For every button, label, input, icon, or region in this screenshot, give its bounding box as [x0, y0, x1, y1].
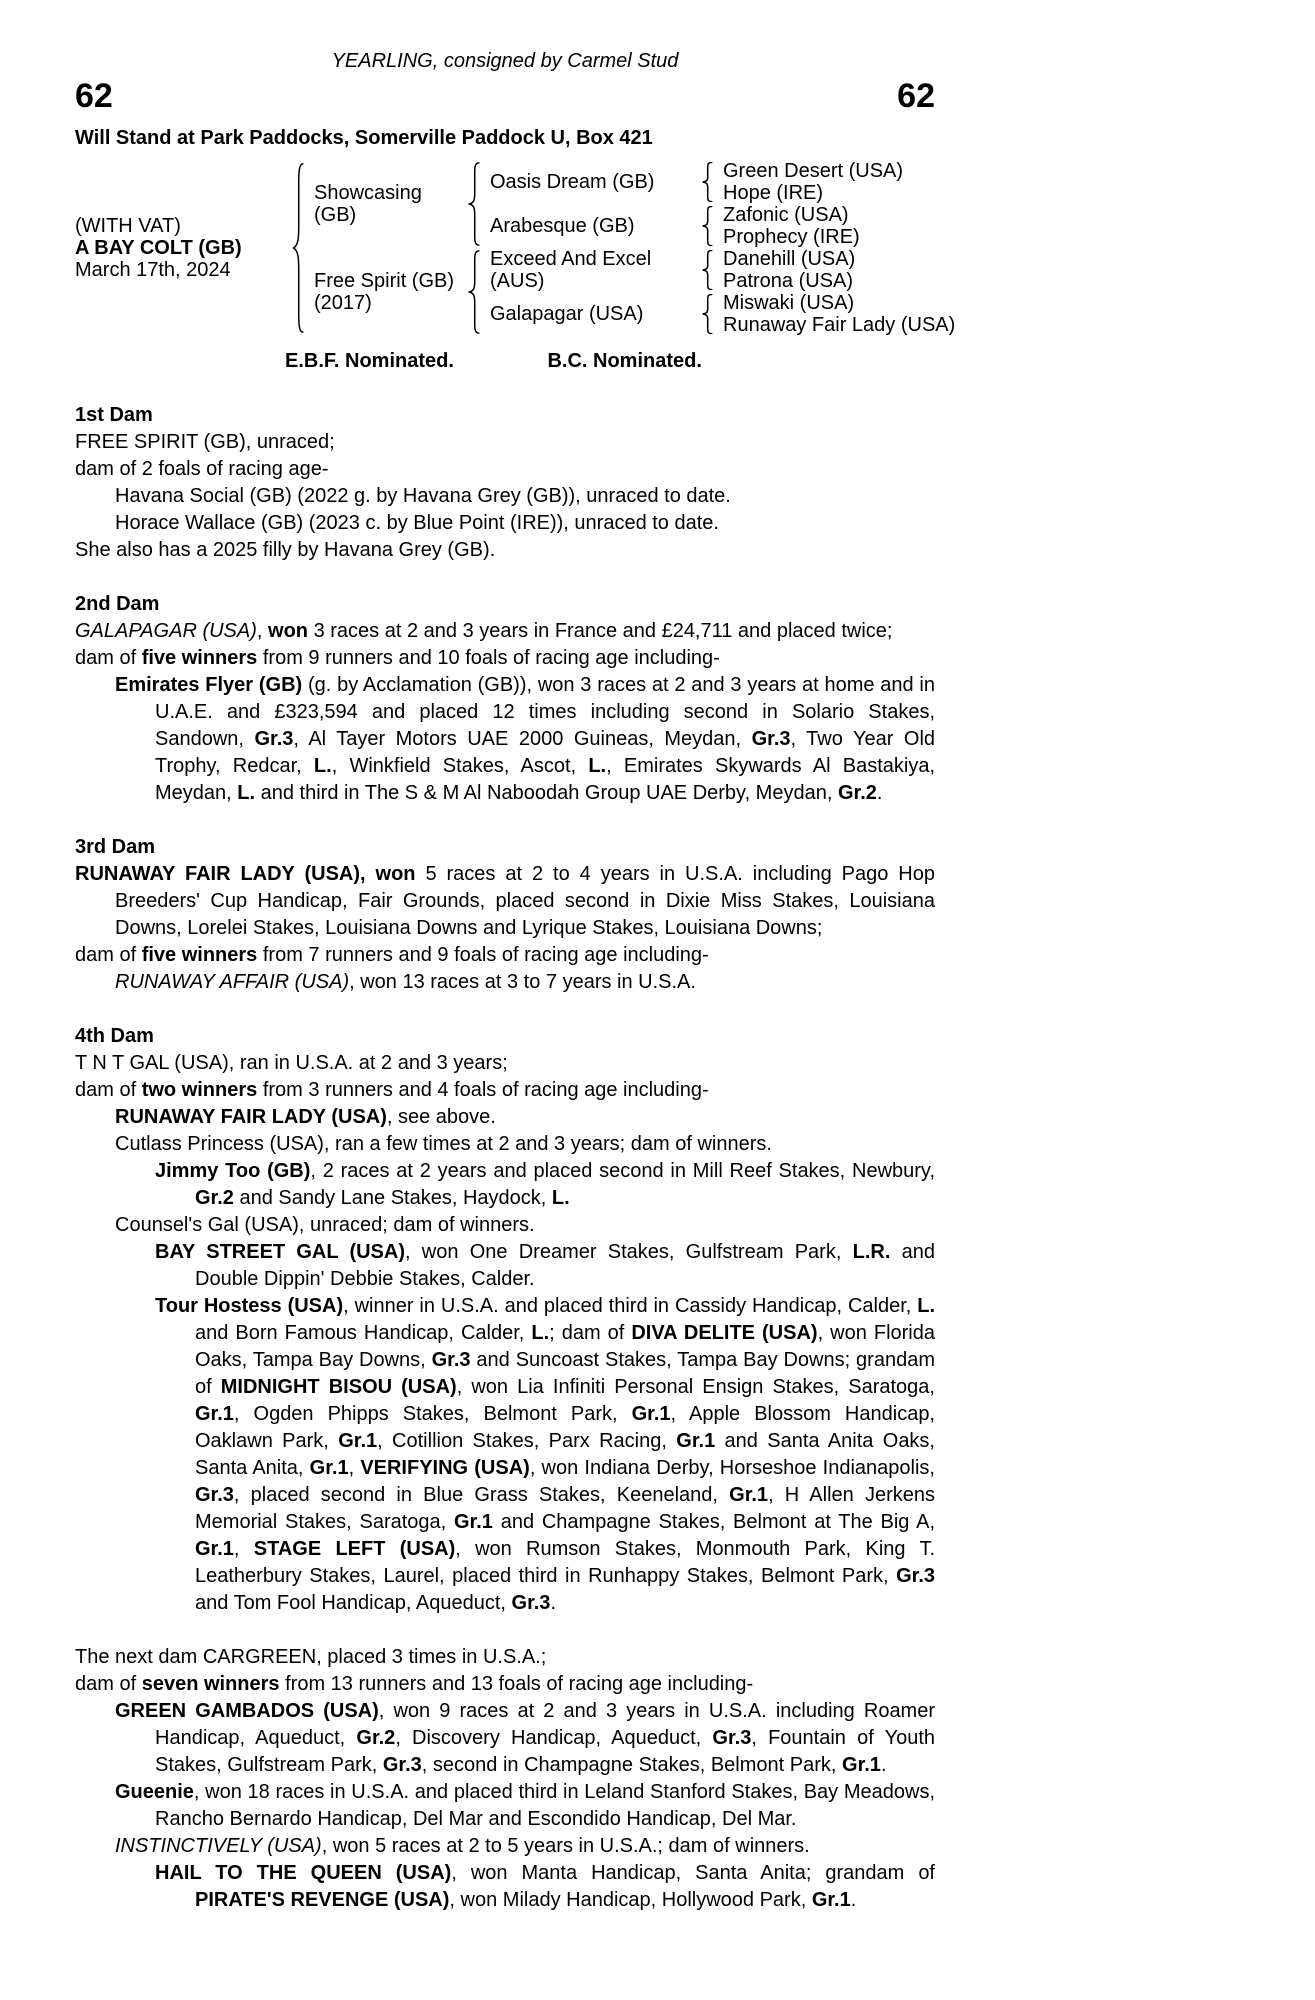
ebf-nominated: E.B.F. Nominated. — [285, 350, 454, 372]
body-text: . — [550, 1592, 556, 1614]
emphasis-text: Gr.1 — [309, 1457, 349, 1479]
granddam-paternal: Arabesque (GB) — [490, 215, 635, 237]
paragraph — [75, 1779, 935, 1833]
emphasis-text: MIDNIGHT BISOU (USA) — [220, 1376, 457, 1398]
paragraph — [75, 1077, 935, 1104]
dam-history-sections — [75, 402, 935, 1914]
body-text: , Two Year Old Trophy, Redcar, — [155, 728, 936, 777]
emphasis-text: RUNAWAY FAIR LADY (USA) — [115, 1106, 387, 1128]
emphasis-text: Gr.1 — [631, 1403, 671, 1425]
emphasis-text: five winners — [141, 944, 258, 966]
emphasis-text: L. — [917, 1295, 936, 1317]
body-text: from 9 runners and 10 foals of racing age including- — [257, 647, 720, 669]
body-text: , won 13 races at 3 to 7 years in U.S.A. — [349, 971, 696, 993]
emphasis-text: L.R. — [852, 1241, 891, 1263]
body-text: , see above. — [386, 1106, 496, 1128]
paragraph — [75, 429, 935, 456]
emphasis-text: Gueenie — [115, 1781, 194, 1803]
body-text: T N T GAL (USA), ran in U.S.A. at 2 and 3 years; — [75, 1052, 508, 1074]
body-text: (g. by Acclamation (GB)), won 3 races at 2 and 3 years at home and in U.A.E. and £323,594 and placed 12 times including second in Solario Stakes, Sandown, — [155, 674, 935, 750]
body-text: and Double Dippin' Debbie Stakes, Calder. — [195, 1241, 936, 1290]
paragraph — [75, 672, 935, 807]
great-grandparent-5: Danehill (USA) — [723, 248, 856, 270]
paragraph — [75, 510, 935, 537]
body-text: , won Florida Oaks, Tampa Bay Downs, — [195, 1322, 935, 1371]
paragraph — [75, 1833, 935, 1860]
dam-year: (2017) — [314, 292, 372, 314]
italic-text: RUNAWAY AFFAIR (USA) — [115, 971, 350, 993]
body-text: , — [233, 1538, 254, 1560]
emphasis-text: RUNAWAY FAIR LADY (USA), won — [75, 863, 416, 885]
sire-name: Showcasing — [314, 182, 422, 204]
emphasis-text: seven winners — [141, 1673, 280, 1695]
emphasis-text: Gr.3 — [751, 728, 791, 750]
section-heading: 4th Dam — [75, 1025, 154, 1047]
body-text: , Emirates Skywards Al Bastakiya, Meydan, — [155, 755, 936, 804]
body-text: , won Milady Handicap, Hollywood Park, — [449, 1889, 812, 1911]
body-text: Cutlass Princess (USA), ran a few times at 2 and 3 years; dam of winners. — [115, 1133, 772, 1155]
emphasis-text: Gr.3 — [511, 1592, 551, 1614]
body-text: , won One Dreamer Stakes, Gulfstream Park, — [405, 1241, 853, 1263]
body-text: , — [256, 620, 269, 642]
body-text: ; dam of — [549, 1322, 632, 1344]
dam-cell — [311, 248, 461, 336]
stand-location: Will Stand at Park Paddocks, Somerville Paddock U, Box 421 — [75, 127, 653, 149]
emphasis-text: Gr.1 — [195, 1403, 234, 1425]
brace-gp4-icon — [695, 292, 719, 336]
body-text: , Al Tayer Motors UAE 2000 Guineas, Meydan, — [293, 728, 752, 750]
grandsire-maternal — [487, 248, 695, 292]
body-text: , winner in U.S.A. and placed third in Cassidy Handicap, Calder, — [343, 1295, 918, 1317]
body-text: , second in Champagne Stakes, Belmont Park, — [421, 1754, 843, 1776]
emphasis-text: Gr.1 — [195, 1538, 234, 1560]
body-text: 5 races at 2 to 4 years in U.S.A. including Pago Hop Breeders' Cup Handicap, Fair Grounds, placed second in Dixie Miss Stakes, Louisiana Downs, Lorelei Stakes, Louisiana Downs and Lyrique Stakes, Louisiana Downs; — [115, 863, 935, 939]
paragraph — [75, 483, 935, 510]
lot-number-left: 62 — [75, 77, 113, 115]
section-heading: 1st Dam — [75, 404, 153, 426]
sire-cell — [311, 160, 461, 248]
brace-gp2-icon — [695, 204, 719, 248]
emphasis-text: five winners — [141, 647, 258, 669]
paragraph — [75, 1860, 935, 1914]
emphasis-text: two winners — [141, 1079, 258, 1101]
emphasis-text: L. — [588, 755, 607, 777]
section-third-dam — [75, 834, 935, 996]
dam-name: Free Spirit (GB) — [314, 270, 455, 292]
brace-dam-icon — [461, 248, 487, 336]
body-text: dam of 2 foals of racing age- — [75, 458, 329, 480]
great-grandparent-8: Runaway Fair Lady (USA) — [723, 314, 956, 336]
pedigree-table — [75, 160, 956, 336]
emphasis-text: Gr.2 — [195, 1187, 234, 1209]
paragraph — [75, 1644, 935, 1671]
body-text: , won Rumson Stakes, Monmouth Park, King T. Leatherbury Stakes, Laurel, placed third in Runhappy Stakes, Belmont Park, — [195, 1538, 935, 1587]
emphasis-text: L. — [531, 1322, 550, 1344]
body-text: and Suncoast Stakes, Tampa Bay Downs; grandam of — [195, 1349, 935, 1398]
emphasis-text: BAY STREET GAL (USA) — [155, 1241, 406, 1263]
emphasis-text: Gr.1 — [729, 1484, 769, 1506]
nominations-line — [75, 348, 935, 375]
body-text: and third in The S & M Al Naboodah Group UAE Derby, Meydan, — [255, 782, 838, 804]
emphasis-text: Gr.2 — [356, 1727, 396, 1749]
great-grandparent-3: Zafonic (USA) — [723, 204, 849, 226]
granddam-maternal: Galapagar (USA) — [490, 303, 644, 325]
emphasis-text: Tour Hostess (USA) — [155, 1295, 344, 1317]
body-text: from 3 runners and 4 foals of racing age including- — [257, 1079, 709, 1101]
emphasis-text: Gr.1 — [676, 1430, 716, 1452]
great-grandparent-1: Green Desert (USA) — [723, 160, 904, 182]
great-grandparent-6: Patrona (USA) — [723, 270, 854, 292]
body-text: , won Lia Infiniti Personal Ensign Stakes, Saratoga, — [456, 1376, 935, 1398]
paragraph — [75, 1131, 935, 1158]
paragraph — [75, 969, 935, 996]
emphasis-text: VERIFYING (USA) — [360, 1457, 530, 1479]
colt-name: A BAY COLT (GB) — [75, 237, 242, 259]
body-text: , Ogden Phipps Stakes, Belmont Park, — [233, 1403, 632, 1425]
section-heading: 3rd Dam — [75, 836, 156, 858]
body-text: , Discovery Handicap, Aqueduct, — [395, 1727, 713, 1749]
paragraph — [75, 645, 935, 672]
paragraph — [75, 1671, 935, 1698]
brace-gp1-icon — [695, 160, 719, 204]
body-text: . — [850, 1889, 857, 1911]
body-text: , placed second in Blue Grass Stakes, Keeneland, — [233, 1484, 730, 1506]
lot-number-right: 62 — [897, 77, 935, 115]
great-grandparent-2: Hope (IRE) — [723, 182, 824, 204]
consignor-line: YEARLING, consigned by Carmel Stud — [331, 50, 679, 72]
colt-info — [75, 160, 285, 336]
body-text: dam of — [75, 1673, 142, 1695]
body-text: . — [876, 782, 883, 804]
body-text: FREE SPIRIT (GB), unraced; — [75, 431, 335, 453]
italic-text: INSTINCTIVELY (USA) — [115, 1835, 322, 1857]
body-text: , won 9 races at 2 and 3 years in U.S.A. including Roamer Handicap, Aqueduct, — [155, 1700, 936, 1749]
paragraph — [75, 537, 935, 564]
grandsire-maternal-name: Exceed And Excel — [490, 248, 652, 270]
paragraph — [75, 861, 935, 942]
emphasis-text: Gr.3 — [195, 1484, 234, 1506]
body-text: , Cotillion Stakes, Parx Racing, — [377, 1430, 677, 1452]
grandsire-maternal-suffix: (AUS) — [490, 270, 545, 292]
section-first-dam — [75, 402, 935, 564]
italic-text: GALAPAGAR (USA) — [75, 620, 257, 642]
emphasis-text: Gr.3 — [254, 728, 294, 750]
brace-main-icon — [285, 160, 311, 336]
emphasis-text: L. — [551, 1187, 570, 1209]
vat-note: (WITH VAT) — [75, 215, 181, 237]
body-text: dam of — [75, 647, 142, 669]
emphasis-text: Jimmy Too (GB) — [155, 1160, 311, 1182]
body-text: from 7 runners and 9 foals of racing age including- — [257, 944, 709, 966]
body-text: , Fountain of Youth Stakes, Gulfstream Park, — [155, 1727, 935, 1776]
emphasis-text: STAGE LEFT (USA) — [253, 1538, 456, 1560]
body-text: , Winkfield Stakes, Ascot, — [331, 755, 589, 777]
brace-sire-icon — [461, 160, 487, 248]
emphasis-text: Gr.3 — [431, 1349, 471, 1371]
body-text: She also has a 2025 filly by Havana Grey (GB). — [75, 539, 496, 561]
body-text: Horace Wallace (GB) (2023 c. by Blue Point (IRE)), unraced to date. — [115, 512, 719, 534]
section-second-dam — [75, 591, 935, 807]
foaling-date: March 17th, 2024 — [75, 259, 231, 281]
body-text: , 2 races at 2 years and placed second in Mill Reef Stakes, Newbury, — [310, 1160, 936, 1182]
body-text: dam of — [75, 1079, 142, 1101]
paragraph — [75, 1212, 935, 1239]
emphasis-text: L. — [237, 782, 256, 804]
emphasis-text: won — [268, 620, 309, 642]
section-fourth-dam — [75, 1023, 935, 1617]
body-text: , won Manta Handicap, Santa Anita; grandam of — [451, 1862, 935, 1884]
body-text: , won 18 races in U.S.A. and placed third in Leland Stanford Stakes, Bay Meadows, Rancho Bernardo Handicap, Del Mar and Escondido Handicap, Del Mar. — [155, 1781, 935, 1830]
body-text: . — [880, 1754, 887, 1776]
emphasis-text: Gr.1 — [811, 1889, 851, 1911]
paragraph — [75, 1158, 935, 1212]
body-text: , won Indiana Derby, Horseshoe Indianapolis, — [529, 1457, 935, 1479]
body-text: Counsel's Gal (USA), unraced; dam of winners. — [115, 1214, 535, 1236]
emphasis-text: GREEN GAMBADOS (USA) — [115, 1700, 379, 1722]
paragraph — [75, 1698, 935, 1779]
paragraph — [75, 1293, 935, 1617]
body-text: and Santa Anita Oaks, Santa Anita, — [195, 1430, 935, 1479]
emphasis-text: Gr.1 — [338, 1430, 378, 1452]
paragraph — [75, 942, 935, 969]
emphasis-text: Gr.3 — [896, 1565, 935, 1587]
paragraph — [75, 1050, 935, 1077]
body-text: 3 races at 2 and 3 years in France and £24,711 and placed twice; — [308, 620, 893, 642]
body-text: and Champagne Stakes, Belmont at The Big A, — [492, 1511, 935, 1533]
paragraph — [75, 618, 935, 645]
emphasis-text: Gr.3 — [712, 1727, 752, 1749]
body-text: and Born Famous Handicap, Calder, — [195, 1322, 532, 1344]
body-text: , won 5 races at 2 to 5 years in U.S.A.; dam of winners. — [321, 1835, 810, 1857]
great-grandparent-4: Prophecy (IRE) — [723, 226, 860, 248]
body-text: Havana Social (GB) (2022 g. by Havana Grey (GB)), unraced to date. — [115, 485, 731, 507]
body-text: , H Allen Jerkens Memorial Stakes, Saratoga, — [195, 1484, 935, 1533]
section-heading: 2nd Dam — [75, 593, 160, 615]
emphasis-text: Emirates Flyer (GB) — [115, 674, 303, 696]
bc-nominated: B.C. Nominated. — [547, 350, 702, 372]
sire-suffix: (GB) — [314, 204, 357, 226]
paragraph — [75, 1239, 935, 1293]
body-text: dam of — [75, 944, 142, 966]
body-text: and Sandy Lane Stakes, Haydock, — [233, 1187, 552, 1209]
emphasis-text: DIVA DELITE (USA) — [631, 1322, 818, 1344]
body-text: , — [348, 1457, 361, 1479]
emphasis-text: PIRATE'S REVENGE (USA) — [195, 1889, 450, 1911]
section-next-dam — [75, 1644, 935, 1914]
body-text: The next dam CARGREEN, placed 3 times in U.S.A.; — [75, 1646, 547, 1668]
great-grandparent-7: Miswaki (USA) — [723, 292, 855, 314]
body-text: , Apple Blossom Handicap, Oaklawn Park, — [195, 1403, 935, 1452]
paragraph — [75, 456, 935, 483]
emphasis-text: HAIL TO THE QUEEN (USA) — [155, 1862, 452, 1884]
grandsire-paternal: Oasis Dream (GB) — [490, 171, 655, 193]
body-text: and Tom Fool Handicap, Aqueduct, — [195, 1592, 512, 1614]
emphasis-text: Gr.2 — [837, 782, 877, 804]
emphasis-text: Gr.1 — [842, 1754, 881, 1776]
lot-number-row — [75, 77, 935, 115]
paragraph — [75, 1104, 935, 1131]
body-text: from 13 runners and 13 foals of racing age including- — [279, 1673, 754, 1695]
emphasis-text: L. — [313, 755, 332, 777]
emphasis-text: Gr.3 — [382, 1754, 422, 1776]
emphasis-text: Gr.1 — [454, 1511, 493, 1533]
brace-gp3-icon — [695, 248, 719, 292]
